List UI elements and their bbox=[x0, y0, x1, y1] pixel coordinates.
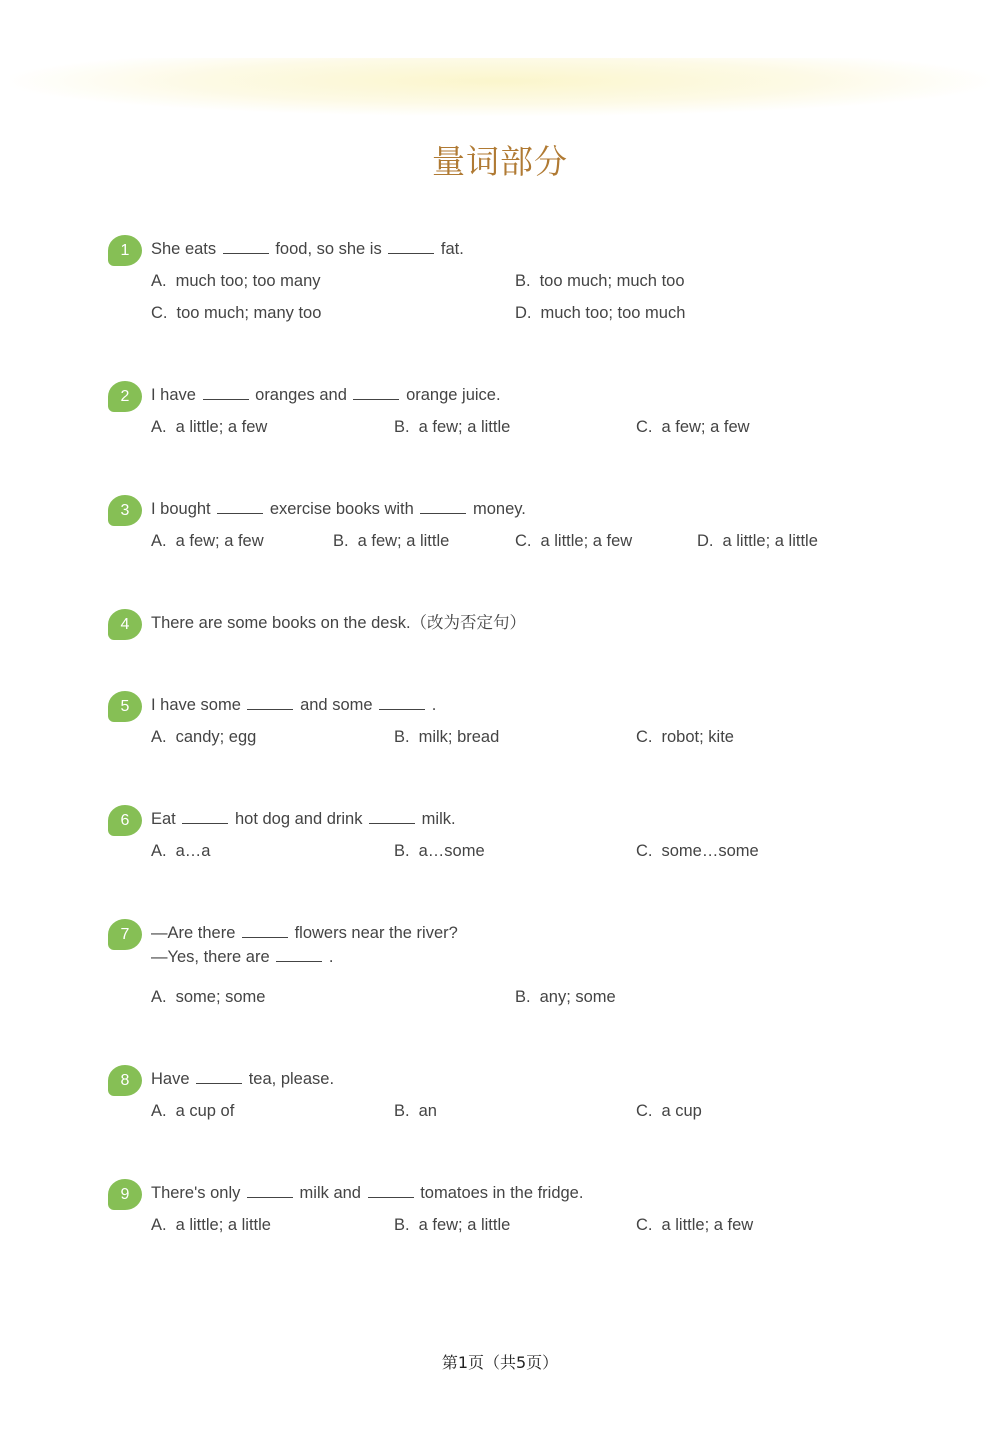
question-number-badge: 6 bbox=[108, 805, 142, 836]
option-a[interactable]: A. a little; a little bbox=[151, 1216, 271, 1234]
header-banner bbox=[10, 58, 990, 116]
option-c[interactable]: C. a cup bbox=[636, 1102, 702, 1120]
option-b[interactable]: B. a few; a little bbox=[333, 532, 450, 550]
option-c[interactable]: C. a few; a few bbox=[636, 418, 750, 436]
answer-blank bbox=[247, 695, 293, 710]
answer-blank bbox=[217, 499, 263, 514]
answer-blank bbox=[182, 809, 228, 824]
question-stem: She eats food, so she is fat. bbox=[151, 240, 464, 258]
answer-blank bbox=[276, 947, 322, 962]
answer-blank bbox=[368, 1183, 414, 1198]
answer-blank bbox=[203, 385, 249, 400]
option-b[interactable]: B. a few; a little bbox=[394, 1216, 511, 1234]
option-c[interactable]: C. robot; kite bbox=[636, 728, 734, 746]
option-b[interactable]: B. too much; much too bbox=[515, 272, 685, 290]
answer-blank bbox=[223, 239, 269, 254]
option-a[interactable]: A. a…a bbox=[151, 842, 211, 860]
option-d[interactable]: D. much too; too much bbox=[515, 304, 686, 322]
question-stem: Eat hot dog and drink milk. bbox=[151, 810, 456, 828]
page-footer: 第1页（共5页） bbox=[441, 1353, 559, 1372]
option-a[interactable]: A. a little; a few bbox=[151, 418, 268, 436]
option-b[interactable]: B. any; some bbox=[515, 988, 616, 1006]
question-stem: I bought exercise books with money. bbox=[151, 500, 526, 518]
question-stem-line-2: —Yes, there are . bbox=[151, 948, 334, 966]
question-number-badge: 3 bbox=[108, 495, 142, 526]
answer-blank bbox=[369, 809, 415, 824]
answer-blank bbox=[242, 923, 288, 938]
answer-blank bbox=[196, 1069, 242, 1084]
answer-blank bbox=[388, 239, 434, 254]
option-b[interactable]: B. a…some bbox=[394, 842, 485, 860]
question-number-badge: 5 bbox=[108, 691, 142, 722]
answer-blank bbox=[379, 695, 425, 710]
option-c[interactable]: C. some…some bbox=[636, 842, 759, 860]
question-stem: There are some books on the desk.（改为否定句） bbox=[151, 614, 527, 632]
question-number-badge: 4 bbox=[108, 609, 142, 640]
option-a[interactable]: A. much too; too many bbox=[151, 272, 321, 290]
option-c[interactable]: C. a little; a few bbox=[636, 1216, 754, 1234]
question-stem: Have tea, please. bbox=[151, 1070, 335, 1088]
page-title: 量词部分 bbox=[432, 142, 568, 181]
option-c[interactable]: C. too much; many too bbox=[151, 304, 322, 322]
option-a[interactable]: A. candy; egg bbox=[151, 728, 257, 746]
question-number-badge: 8 bbox=[108, 1065, 142, 1096]
option-d[interactable]: D. a little; a little bbox=[697, 532, 818, 550]
question-stem: There's only milk and tomatoes in the fridge. bbox=[151, 1184, 584, 1202]
question-number-badge: 9 bbox=[108, 1179, 142, 1210]
option-a[interactable]: A. a few; a few bbox=[151, 532, 264, 550]
question-number-badge: 1 bbox=[108, 235, 142, 266]
answer-blank bbox=[420, 499, 466, 514]
question-stem: I have some and some . bbox=[151, 696, 437, 714]
option-b[interactable]: B. milk; bread bbox=[394, 728, 500, 746]
answer-blank bbox=[353, 385, 399, 400]
option-a[interactable]: A. a cup of bbox=[151, 1102, 235, 1120]
option-b[interactable]: B. an bbox=[394, 1102, 437, 1120]
question-number-badge: 2 bbox=[108, 381, 142, 412]
option-a[interactable]: A. some; some bbox=[151, 988, 266, 1006]
question-stem: I have oranges and orange juice. bbox=[151, 386, 501, 404]
question-number-badge: 7 bbox=[108, 919, 142, 950]
option-b[interactable]: B. a few; a little bbox=[394, 418, 511, 436]
question-stem: —Are there flowers near the river? bbox=[151, 924, 458, 942]
option-c[interactable]: C. a little; a few bbox=[515, 532, 633, 550]
answer-blank bbox=[247, 1183, 293, 1198]
